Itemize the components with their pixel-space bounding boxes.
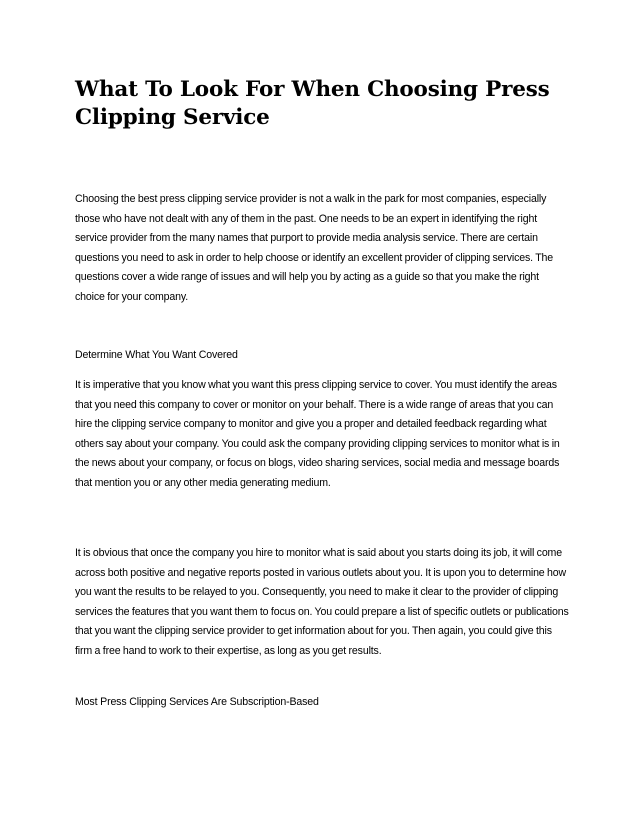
section-heading-covered: Determine What You Want Covered [75,349,238,361]
section-paragraph: It is imperative that you know what you want this press clipping service to cover. You must identify the areas that you need this company to cover or monitor on your behalf. There is a wide range of areas that you can hire the clipping service company to monitor and give you a proper and detailed feedback regarding what others say about your company. You could ask the company providing clipping services to monitor what is in the news about your company, or focus on blogs, video sharing services, social media and message boards that mention you or any other media generating medium. [75,379,560,489]
section-paragraph: It is obvious that once the company you hire to monitor what is said about you starts doing its job, it will come across both positive and negative reports posted in various outlets about you. It is upon you to determine how you want the results to be relayed to you. Consequently, you need to make it clear to the provider of clipping services the features that you want them to focus on. You could prepare a list of specific outlets or publications that you want the clipping service provider to get information about for you. Then again, you could give this firm a free hand to work to their expertise, as long as you get results. [75,547,569,657]
document-title: What To Look For When Choosing Press Clipping Service [75,77,550,130]
intro-paragraph: Choosing the best press clipping service provider is not a walk in the park for most companies, especially those who have not dealt with any of them in the past. One needs to be an expert in identifying the right service provider from the many names that purport to provide media analysis service. There are certain questions you need to ask in order to help choose or identify an excellent provider of clipping services. The questions cover a wide range of issues and will help you by acting as a guide so that you make the right choice for your company. [75,193,554,303]
section-heading-subscription: Most Press Clipping Services Are Subscription-Based [75,696,319,708]
